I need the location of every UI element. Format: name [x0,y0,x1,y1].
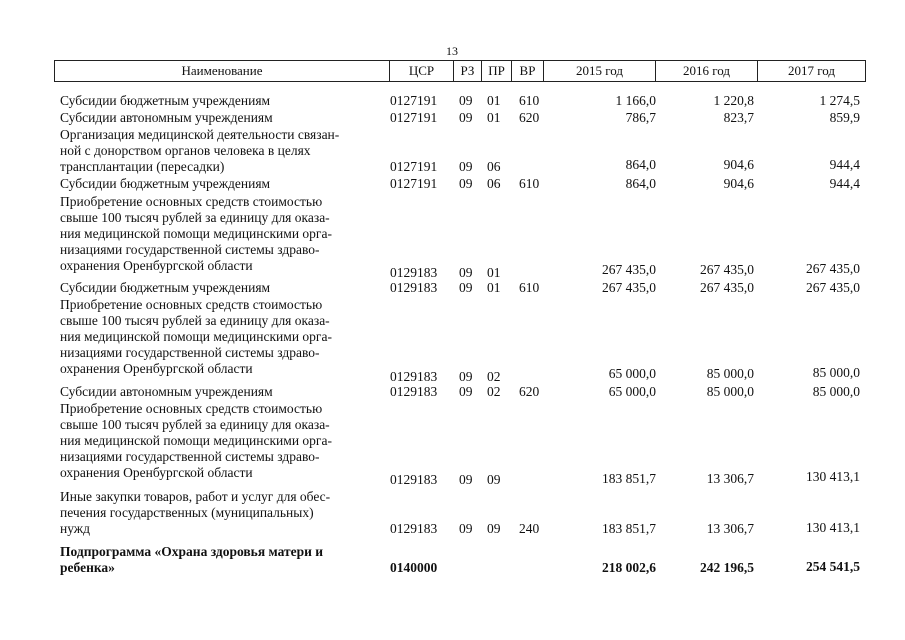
row-vr: 610 [519,176,540,191]
row-2017: 130 413,1 [806,469,860,484]
row-name: Иные закупки товаров, работ и услуг для обес- печения государственных (муниципальных) нужд [60,489,331,536]
row-2016: 823,7 [723,110,754,125]
row-name: Субсидии автономным учреждениям [60,384,273,399]
row-name: Организация медицинской деятельности связан- ной с донорством органов человека в целях трансплантации (пересадки) [60,127,340,174]
row-vr: 610 [519,93,540,108]
row-pr: 06 [487,176,501,191]
row-2015: 65 000,0 [608,384,656,399]
row-2016: 267 435,0 [700,262,754,277]
row-csr: 0129183 [390,472,438,487]
row-pr: 01 [487,265,501,280]
row-2016: 904,6 [723,157,754,172]
row-name: Субсидии бюджетным учреждениям [60,176,271,191]
row-2017: 267 435,0 [806,261,860,276]
row-name: Приобретение основных средств стоимостью свыше 100 тысяч рублей за единицу для оказа- ния медицинской помощи медицинскими орга- низациями государственной системы здраво- охранения Оренбургской области [60,297,332,376]
row-2015: 1 166,0 [615,93,656,108]
row-2017: 944,4 [829,176,860,191]
row-rz: 09 [459,280,473,295]
row-2015: 864,0 [625,176,656,191]
header-name: Наименование [54,61,389,81]
row-pr: 01 [487,110,501,125]
row-csr: 0129183 [390,369,438,384]
row-csr: 0127191 [390,159,438,174]
row-2015: 183 851,7 [602,521,656,536]
row-name: Субсидии бюджетным учреждениям [60,93,271,108]
row-csr: 0140000 [390,560,438,575]
header-pr: ПР [481,61,511,81]
header-rz: РЗ [453,61,481,81]
row-vr: 610 [519,280,540,295]
row-pr: 01 [487,93,501,108]
row-2017: 85 000,0 [812,365,860,380]
row-2015: 267 435,0 [602,280,656,295]
row-2015: 864,0 [625,157,656,172]
row-rz: 09 [459,369,473,384]
row-2017: 85 000,0 [812,384,860,399]
page-number: 13 [446,44,458,58]
row-name: Приобретение основных средств стоимостью свыше 100 тысяч рублей за единицу для оказа- ния медицинской помощи медицинскими орга- низациями государственной системы здраво- охранения Оренбургской области [60,194,332,273]
header-csr: ЦСР [389,61,453,81]
row-2016: 13 306,7 [706,521,754,536]
row-pr: 09 [487,472,501,487]
row-csr: 0127191 [390,93,438,108]
row-name: Субсидии бюджетным учреждениям [60,280,271,295]
row-2016: 904,6 [723,176,754,191]
row-name: Субсидии автономным учреждениям [60,110,273,125]
row-pr: 06 [487,159,501,174]
row-2015: 786,7 [625,110,656,125]
row-2017: 254 541,5 [806,559,860,574]
header-vr: ВР [511,61,543,81]
row-2017: 267 435,0 [806,280,860,295]
row-rz: 09 [459,521,473,536]
row-pr: 09 [487,521,501,536]
row-2017: 1 274,5 [819,93,860,108]
row-vr: 620 [519,384,540,399]
row-pr: 01 [487,280,501,295]
header-2016: 2016 год [655,61,757,81]
row-vr: 620 [519,110,540,125]
row-2016: 13 306,7 [706,471,754,486]
row-2015: 267 435,0 [602,262,656,277]
row-2015: 218 002,6 [602,560,656,575]
row-2017: 944,4 [829,157,860,172]
row-2015: 183 851,7 [602,471,656,486]
row-2017: 130 413,1 [806,520,860,535]
row-csr: 0127191 [390,176,438,191]
row-rz: 09 [459,110,473,125]
row-csr: 0129183 [390,280,438,295]
row-csr: 0129183 [390,265,438,280]
row-rz: 09 [459,384,473,399]
row-2016: 1 220,8 [713,93,754,108]
row-rz: 09 [459,159,473,174]
row-name: Подпрограмма «Охрана здоровья матери и ребенка» [60,544,324,575]
row-2016: 85 000,0 [706,384,754,399]
row-2016: 242 196,5 [700,560,754,575]
row-csr: 0129183 [390,384,438,399]
row-csr: 0129183 [390,521,438,536]
row-vr: 240 [519,521,540,536]
row-csr: 0127191 [390,110,438,125]
row-name: Приобретение основных средств стоимостью свыше 100 тысяч рублей за единицу для оказа- ния медицинской помощи медицинскими орга- низациями государственной системы здраво- охранения Оренбургской области [60,401,332,480]
row-rz: 09 [459,265,473,280]
row-rz: 09 [459,472,473,487]
header-2017: 2017 год [757,61,866,81]
row-rz: 09 [459,93,473,108]
row-2016: 267 435,0 [700,280,754,295]
row-pr: 02 [487,369,501,384]
row-rz: 09 [459,176,473,191]
row-pr: 02 [487,384,501,399]
header-2015: 2015 год [543,61,655,81]
row-2017: 859,9 [829,110,860,125]
row-2016: 85 000,0 [706,366,754,381]
row-2015: 65 000,0 [608,366,656,381]
